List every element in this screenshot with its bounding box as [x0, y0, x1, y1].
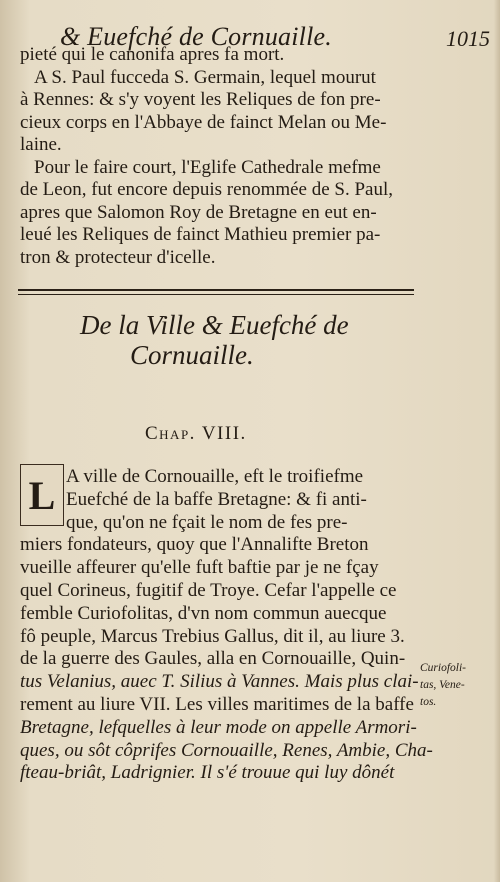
- section-title: [80, 310, 380, 370]
- marginal-note-line: Curiofoli-: [420, 662, 467, 674]
- section-title-line: Cornuaille.: [130, 340, 254, 370]
- text-line: fteau-briât, Ladrignier. Il s'é trouue qui luy dônét: [20, 762, 395, 784]
- running-title: & Euefché de Cornuaille.: [60, 22, 332, 51]
- text-line: cieux corps en l'Abbaye de fainct Melan ou Me-: [20, 111, 387, 133]
- section-divider-thin: [18, 294, 414, 295]
- text-line: ques, ou sôt côprifes Cornouaille, Renes, Ambie, Cha-: [20, 739, 433, 761]
- text-line: fô peuple, Marcus Trebius Gallus, dit il, au liure 3.: [20, 625, 405, 647]
- marginal-note: [420, 660, 490, 711]
- top-paragraphs: [20, 44, 412, 269]
- text-line: de Leon, fut encore depuis renommée de S. Paul,: [20, 179, 394, 200]
- text-line: apres que Salomon Roy de Bretagne en eut en-: [20, 201, 377, 223]
- text-line: Euefché de la baffe Bretagne: & fi anti-: [66, 488, 367, 510]
- text-line: laine.: [20, 134, 62, 155]
- text-line: miers fondateurs, quoy que l'Annalifte Breton: [20, 534, 369, 556]
- text-line: A S. Paul fucceda S. Germain, lequel mourut: [34, 66, 376, 88]
- text-line: leué les Reliques de fainct Mathieu premier pa-: [20, 224, 381, 245]
- text-line: tus Velanius, auec T. Silius à Vannes. Mais plus clai-: [20, 671, 419, 693]
- text-line: que, qu'on ne fçait le nom de fes pre-: [66, 511, 348, 533]
- section-title-line: De la Ville & Euefché de: [80, 310, 349, 340]
- page-number: 1015: [446, 26, 490, 51]
- text-line: de la guerre des Gaules, alla en Cornouaille, Quin-: [20, 648, 406, 670]
- text-line: à Rennes: & s'y voyent les Reliques de fon pre-: [20, 89, 381, 110]
- marginal-note-line: tas, Vene-: [420, 679, 465, 691]
- section-divider: [18, 289, 414, 291]
- text-line: vueille affeurer qu'elle fuft baftie par je ne fçay: [20, 557, 379, 579]
- chapter-heading: Chap. VIII.: [145, 423, 247, 444]
- text-line: quel Corineus, fugitif de Troye. Cefar l'appelle ce: [20, 579, 397, 601]
- text-line: A ville de Cornouaille, eft le troifiefme: [66, 466, 364, 487]
- page-edge: [494, 0, 500, 882]
- text-line: Pour le faire court, l'Eglife Cathedrale mefme: [34, 156, 381, 178]
- text-line: femble Curiofolitas, d'vn nom commun auecque: [20, 602, 387, 624]
- marginal-note-line: tos.: [420, 696, 437, 708]
- text-line: pieté qui le canonifa apres fa mort.: [20, 44, 285, 65]
- ornamental-dropcap: L: [20, 464, 64, 526]
- text-line: Bretagne, lefquelles à leur mode on appelle Armori-: [20, 716, 417, 738]
- text-line: tron & protecteur d'icelle.: [20, 246, 216, 268]
- text-line: rement au liure VII. Les villes maritimes de la baffe: [20, 693, 414, 715]
